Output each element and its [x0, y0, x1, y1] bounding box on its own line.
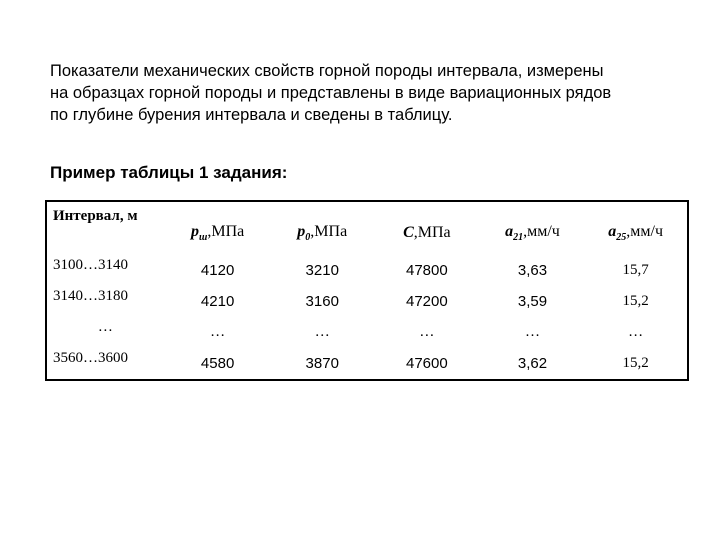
- table-header-row: [46, 201, 688, 255]
- header-interval: [46, 201, 164, 255]
- properties-table: [45, 200, 689, 381]
- cell-interval: 3100…3140: [53, 257, 128, 273]
- cell-p-sh: 4210: [200, 293, 235, 310]
- cell-a21: 3,59: [517, 293, 548, 310]
- table-row: [46, 348, 688, 380]
- cell-p-0: …: [314, 324, 330, 340]
- header-a21-symbol: a: [505, 222, 514, 240]
- cell-a25: 15,7: [622, 262, 649, 278]
- cell-a25: …: [628, 324, 644, 340]
- intro-line-1: Показатели механических свойств горной породы интервала, измерены: [50, 62, 604, 80]
- header-p-0-sub: 0: [305, 231, 311, 243]
- header-a21: [481, 201, 585, 255]
- header-interval-label: Интервал, м: [53, 208, 138, 224]
- cell-p-0: 3210: [305, 262, 339, 279]
- cell-c: 47600: [405, 355, 448, 372]
- table-row: [46, 286, 688, 317]
- header-p-0-unit: ,МПа: [310, 222, 348, 240]
- intro-paragraph: [50, 60, 690, 126]
- header-c-symbol: C: [403, 223, 414, 241]
- table-row: [46, 255, 688, 286]
- cell-c: …: [419, 324, 435, 340]
- header-a21-unit: ,мм/ч: [523, 222, 560, 240]
- intro-line-2: на образцах горной породы и представлены в виде вариационных рядов: [50, 84, 612, 102]
- header-p-0: [271, 201, 373, 255]
- header-p-sh-unit: ,МПа: [207, 222, 245, 240]
- header-a25-symbol: a: [608, 222, 617, 240]
- cell-p-0: 3160: [305, 293, 339, 310]
- cell-p-0: 3870: [305, 355, 339, 372]
- cell-a25: 15,2: [622, 293, 649, 309]
- cell-interval: …: [97, 319, 113, 335]
- header-a25-unit: ,мм/ч: [626, 222, 664, 240]
- header-c-unit: ,МПа: [413, 223, 451, 241]
- table-row: [46, 317, 688, 348]
- header-a25: [584, 201, 688, 255]
- intro-line-3: по глубине бурения интервала и сведены в таблицу.: [50, 106, 453, 124]
- cell-interval: 3560…3600: [53, 350, 128, 366]
- cell-c: 47800: [405, 262, 448, 279]
- cell-a21: 3,62: [517, 355, 548, 372]
- cell-a25: 15,2: [622, 355, 649, 371]
- cell-p-sh: …: [210, 324, 226, 340]
- cell-p-sh: 4580: [200, 355, 235, 372]
- table-heading: Пример таблицы 1 задания:: [50, 163, 288, 182]
- cell-c: 47200: [405, 293, 448, 310]
- cell-a21: …: [524, 324, 540, 340]
- header-a21-sub: 21: [513, 231, 524, 243]
- cell-interval: 3140…3180: [53, 288, 128, 304]
- cell-a21: 3,63: [517, 262, 548, 279]
- header-c: [373, 201, 481, 255]
- header-p-sh: [164, 201, 272, 255]
- header-p-sh-sub: ш: [199, 231, 208, 243]
- header-p-sh-symbol: p: [191, 222, 199, 240]
- header-a25-sub: 25: [616, 231, 627, 243]
- cell-p-sh: 4120: [200, 262, 235, 279]
- header-p-0-symbol: p: [297, 222, 306, 240]
